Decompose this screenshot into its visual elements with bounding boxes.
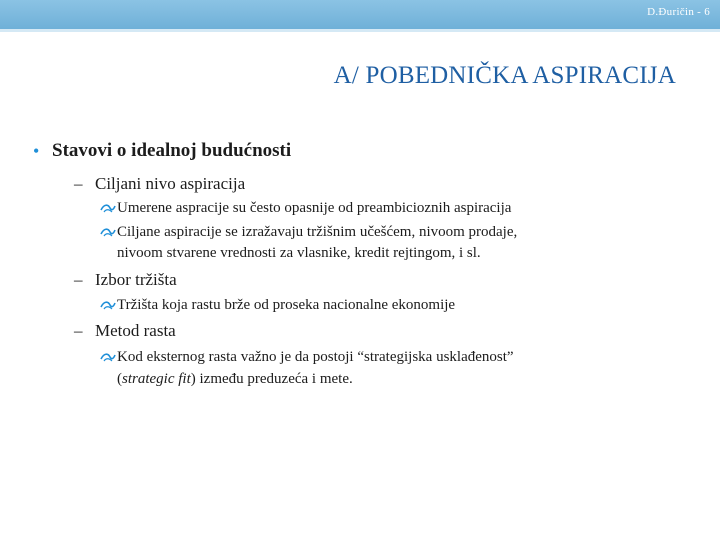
wave-bullet-icon [100,201,116,215]
list-item: Tržišta koja rastu brže od proseka nacionalne ekonomije [117,297,456,313]
dash-icon: – [74,174,83,193]
header-divider [0,29,720,32]
wave-bullet-icon [100,225,116,239]
dash-icon: – [74,270,83,289]
wave-bullet-icon [100,298,116,312]
section-heading: Izbor tržišta [95,270,177,289]
italic-term: strategic fit [122,371,191,387]
section-heading: Metod rasta [95,321,176,340]
header-bar [0,0,720,29]
wave-bullet-icon [100,350,116,364]
list-item: Umerene aspracije su često opasnije od preambicioznih aspiracija [117,200,512,216]
level1-bullet-text: Stavovi o idealnoj budućnosti [52,140,292,161]
section-heading: Ciljani nivo aspiracija [95,174,246,193]
list-item-continuation: nivoom stvarene vrednosti za vlasnike, kredit rejtingom, i sl. [117,245,481,261]
slide-title: A/ POBEDNIČKA ASPIRACIJA [333,62,676,89]
bullet-dot-icon: • [33,141,40,161]
dash-icon: – [74,321,83,340]
slide-number-label: D.Đuričin - 6 [647,6,710,18]
list-item: Ciljane aspiracije se izražavaju tržišnim učešćem, nivoom prodaje, [117,224,518,240]
list-item-continuation [117,369,353,389]
list-item: Kod eksternog rasta važno je da postoji “strategijska usklađenost” [117,349,514,365]
paren-open: ( [117,371,122,387]
continuation-text: ) između preduzeća i mete. [190,371,353,387]
